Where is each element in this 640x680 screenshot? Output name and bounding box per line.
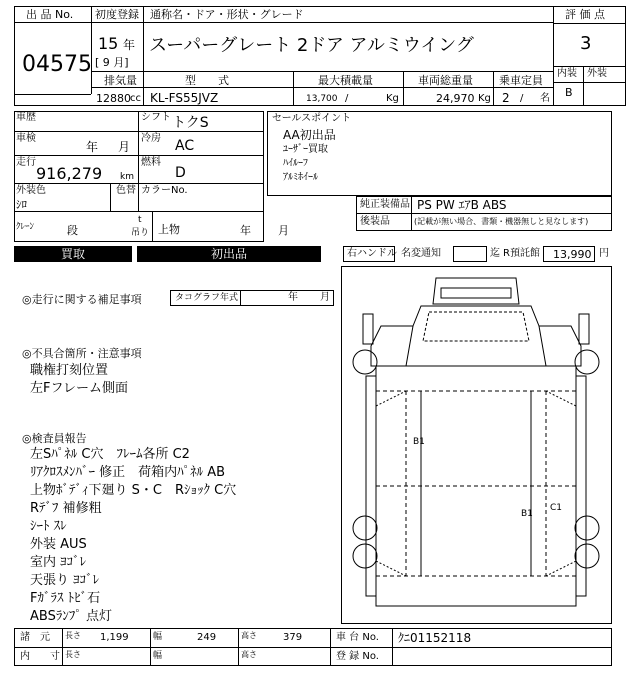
sales-points-title: セールスポイント — [272, 113, 352, 124]
interior-grade-label: 内装 — [557, 68, 577, 79]
registration-number-label: 登 録 No. — [336, 651, 379, 662]
lot-number-label: 出 品 No. — [26, 8, 74, 21]
retrofit-label: 後装品 — [360, 216, 390, 227]
mileage-unit: km — [120, 172, 134, 182]
chassis-number-label: 車 台 No. — [336, 632, 379, 643]
interior-grade-value: B — [565, 86, 573, 99]
capacity-slash: / — [520, 93, 524, 104]
registration-year-unit: 年 — [123, 38, 136, 52]
lot-number: 04575 — [22, 52, 92, 77]
color-number-label: カラーNo. — [141, 185, 188, 196]
width-value: 249 — [197, 632, 217, 643]
capacity-label: 乗車定員 — [499, 74, 543, 87]
truck-diagram — [341, 266, 612, 624]
max-load-unit: Kg — [386, 93, 399, 104]
name-change-label: 名変通知 — [401, 248, 441, 259]
upper-body-year: 年 — [240, 224, 251, 237]
exterior-color-value: ｼﾛ — [16, 198, 27, 211]
max-load-slash: / — [345, 93, 349, 104]
mark-b1-left: B1 — [413, 437, 425, 447]
inspector-line-6: 外装 AUS — [30, 537, 87, 552]
max-load-label: 最大積載量 — [318, 74, 373, 87]
inspector-report-title: ◎検査員報告 — [22, 432, 87, 445]
grade-label: 評 価 点 — [565, 8, 605, 21]
inspector-line-5: ｼｰﾄ ｽﾚ — [30, 519, 67, 534]
grade-value: 3 — [580, 33, 592, 54]
height-label: 高さ — [241, 631, 257, 640]
gross-weight-value: 24,970 — [436, 92, 475, 105]
equipment-value: PS PW ｴｱB ABS — [417, 198, 507, 212]
inspector-line-3: 上物ﾎﾞﾃﾞｨ下廻り S・C Rｼｮｯｸ C穴 — [30, 483, 237, 498]
inspector-line-4: Rﾃﾞﾌ 補修粗 — [30, 501, 102, 516]
recycle-label: R預託館 — [503, 248, 540, 259]
defect-2: 左Fフレーム側面 — [30, 381, 128, 396]
yen-unit: 円 — [599, 248, 609, 259]
displacement-value: 12880 — [96, 92, 131, 105]
mark-c1: C1 — [550, 503, 563, 513]
gross-weight-label: 車両総重量 — [418, 74, 473, 87]
upper-body-label: 上物 — [158, 223, 180, 236]
internal-length-label: 長さ — [65, 650, 81, 659]
tachograph-label: タコグラフ年式 — [175, 293, 239, 303]
length-label: 長さ — [65, 631, 81, 640]
internal-height-label: 高さ — [241, 650, 257, 659]
sales-point-3: ﾊｲﾙｰﾌ — [283, 158, 308, 169]
expiry-label: 迄 — [490, 248, 500, 259]
gross-weight-unit: Kg — [478, 93, 491, 104]
capacity-value: 2 — [502, 91, 510, 105]
inspection-month-unit: 月 — [118, 140, 131, 154]
shift-value: トクS — [172, 115, 209, 131]
width-label: 幅 — [153, 632, 163, 642]
displacement-label: 排気量 — [104, 74, 137, 87]
equipment-label: 純正装備品 — [360, 199, 410, 210]
inspector-line-10: ABSﾗﾝﾌﾟ 点灯 — [30, 609, 112, 624]
crane-ton-unit: t — [138, 215, 142, 225]
fuel-value: D — [175, 165, 186, 181]
length-value: 1,199 — [100, 632, 129, 643]
exterior-grade-label: 外装 — [587, 68, 607, 79]
inspector-line-7: 室内 ﾖｺﾞﾚ — [30, 555, 87, 570]
height-value: 379 — [283, 632, 303, 643]
shift-label: シフト — [141, 112, 171, 123]
inspection-label: 車検 — [16, 133, 36, 144]
inspector-line-2: ﾘｱｸﾛｽﾒﾝﾊﾞｰ 修正 荷箱内ﾊﾟﾈﾙ AB — [30, 465, 226, 480]
crane-label: ｸﾚｰﾝ — [16, 222, 35, 232]
right-hand-drive: 右ハンドル — [347, 248, 397, 259]
inspector-line-1: 左Sﾊﾟﾈﾙ C穴 ﾌﾚｰﾑ各所 C2 — [30, 447, 190, 462]
tachograph-year: 年 — [288, 292, 298, 303]
buy-bar: 買取 — [14, 246, 132, 262]
recycle-value: 13,990 — [553, 248, 592, 261]
mileage-label: 走行 — [16, 157, 36, 168]
name-change-box — [453, 246, 487, 262]
model-description-label: 通称名・ドア・形状・グレード — [150, 8, 304, 21]
specifications-label: 諸 元 — [20, 632, 50, 643]
model-code-value: KL-FS55JVZ — [150, 91, 219, 105]
mileage-value: 916,279 — [36, 164, 103, 183]
defects-title: ◎不具合箇所・注意事項 — [22, 347, 142, 360]
crane-stage-unit: 段 — [67, 224, 78, 237]
registration-month: [ 9 月] — [95, 56, 129, 69]
first-listing-bar: 初出品 — [137, 246, 321, 262]
aircon-value: AC — [175, 138, 195, 154]
displacement-unit: cc — [130, 93, 141, 104]
driving-notes-title: ◎走行に関する補足事項 — [22, 293, 142, 306]
crane-capacity-unit: 吊り — [131, 228, 150, 238]
sales-point-4: ｱﾙﾐﾎｲｰﾙ — [283, 172, 318, 183]
history-label: 車歴 — [16, 112, 36, 123]
internal-dimensions-label: 内 寸 — [20, 651, 60, 662]
sales-point-2: ﾕｰｻﾞｰ買取 — [283, 144, 328, 155]
inspector-line-8: 天張り ﾖｺﾞﾚ — [30, 573, 100, 588]
retrofit-note: (記載が無い場合、書類・機器無しと見なします) — [414, 217, 589, 226]
inspection-year-unit: 年 — [86, 140, 99, 154]
fuel-label: 燃料 — [141, 157, 161, 168]
car-name: スーパーグレート 2ドア アルミウイング — [149, 35, 474, 56]
inspector-line-9: Fｶﾞﾗｽ ﾄﾋﾞ石 — [30, 591, 101, 606]
exterior-color-label: 外装色 — [16, 185, 46, 196]
tachograph-month: 月 — [320, 292, 330, 303]
model-code-label: 型 式 — [185, 74, 229, 87]
color-change-label: 色替 — [116, 185, 136, 196]
registration-era-year: 15 — [98, 34, 119, 53]
defect-1: 職権打刻位置 — [30, 363, 109, 378]
max-load-value: 13,700 — [306, 94, 338, 104]
aircon-label: 冷房 — [141, 133, 161, 144]
capacity-unit: 名 — [540, 93, 550, 104]
sales-point-1: AA初出品 — [283, 128, 336, 142]
first-registration-label: 初度登録 — [95, 8, 139, 21]
upper-body-month: 月 — [278, 224, 289, 237]
internal-width-label: 幅 — [153, 651, 163, 661]
mark-b1-right: B1 — [521, 509, 533, 519]
chassis-number-value: ｸﾆ01152118 — [398, 631, 472, 645]
